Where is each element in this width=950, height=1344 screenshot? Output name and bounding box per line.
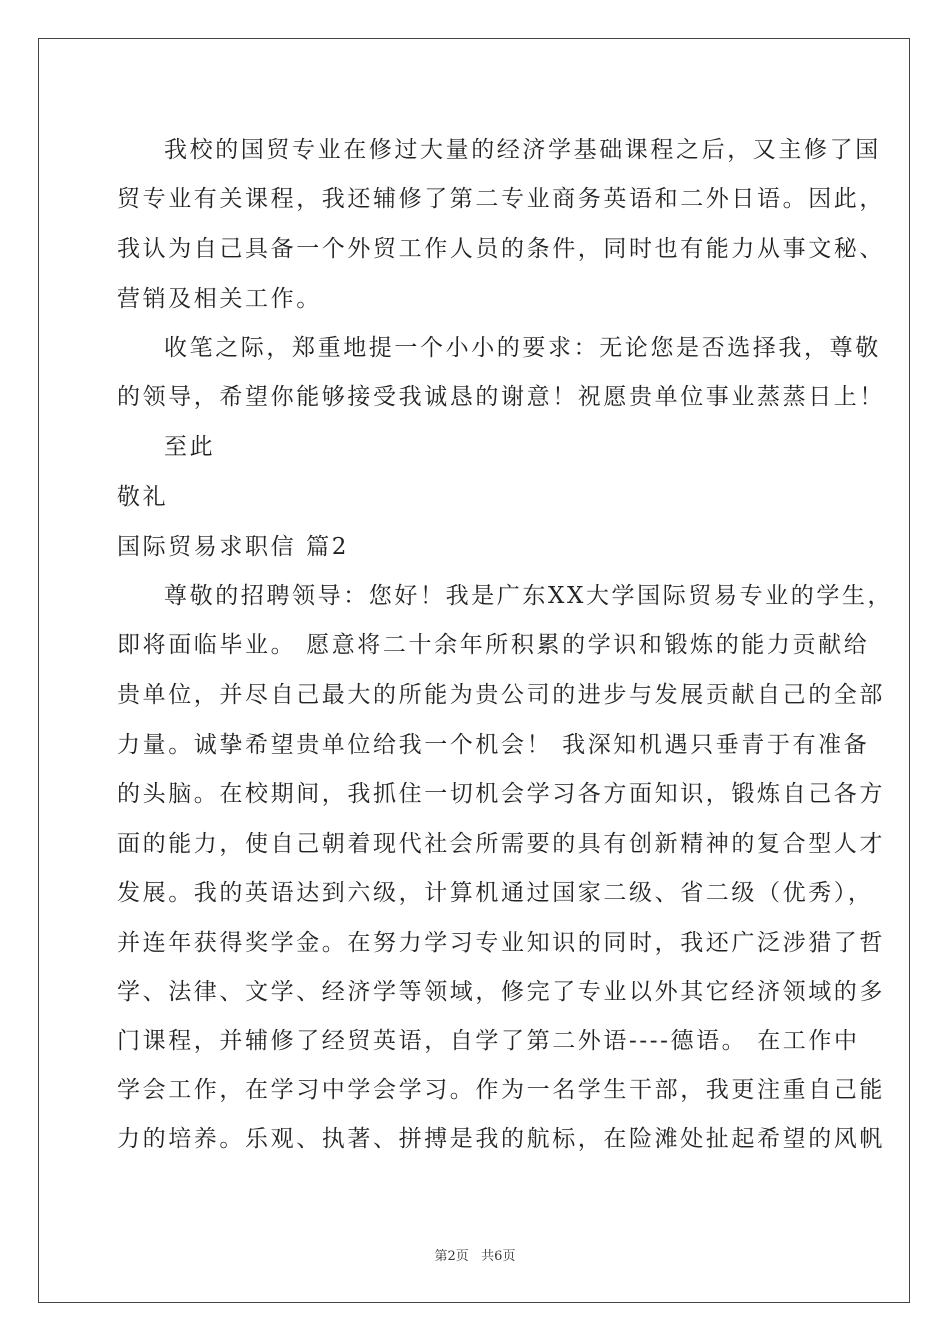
text-line: 我校的国贸专业在修过大量的经济学基础课程之后，又主修了国 [164, 137, 881, 163]
text-line: 至此 [164, 434, 216, 460]
text-line: 并连年获得奖学金。在努力学习专业知识的同时，我还广泛涉猎了哲 [117, 930, 885, 956]
text-line: 贵单位，并尽自己最大的所能为贵公司的进步与发展贡献自己的全部 [117, 682, 885, 708]
text-line: 贸专业有关课程，我还辅修了第二专业商务英语和二外日语。因此， [117, 186, 885, 212]
text-line: 即将面临毕业。 愿意将二十余年所积累的学识和锻炼的能力贡献给 [117, 632, 870, 658]
text-line: 我认为自己具备一个外贸工作人员的条件，同时也有能力从事文秘、 [117, 236, 885, 262]
page-number-footer: 第2页 共6页 [434, 1249, 516, 1264]
section-heading: 国际贸易求职信 篇2 [117, 534, 349, 560]
text-line: 的头脑。在校期间，我抓住一切机会学习各方面知识，锻炼自己各方 [117, 781, 885, 807]
text-line: 的领导，希望你能够接受我诚恳的谢意！祝愿贵单位事业蒸蒸日上！ [117, 384, 885, 410]
text-line: 营销及相关工作。 [117, 286, 322, 312]
text-line: 面的能力，使自己朝着现代社会所需要的具有创新精神的复合型人才 [117, 831, 885, 857]
text-line: 力量。诚挚希望贵单位给我一个机会！ 我深知机遇只垂青于有准备 [117, 732, 870, 758]
text-line: 门课程，并辅修了经贸英语，自学了第二外语----德语。 在工作中 [117, 1028, 860, 1054]
text-line: 收笔之际，郑重地提一个小小的要求：无论您是否选择我，尊敬 [164, 335, 881, 361]
text-line: 学、法律、文学、经济学等领域，修完了专业以外其它经济领域的多 [117, 979, 885, 1005]
text-line: 敬礼 [117, 484, 169, 510]
page-border [38, 38, 910, 1303]
text-line: 发展。我的英语达到六级，计算机通过国家二级、省二级（优秀）， [117, 880, 874, 906]
text-line: 学会工作，在学习中学会学习。作为一名学生干部，我更注重自己能 [117, 1077, 885, 1103]
text-line: 尊敬的招聘领导：您好！我是广东XX大学国际贸易专业的学生， [164, 583, 894, 609]
text-line: 力的培养。乐观、执著、拼搏是我的航标，在险滩处扯起希望的风帆 [117, 1126, 885, 1152]
